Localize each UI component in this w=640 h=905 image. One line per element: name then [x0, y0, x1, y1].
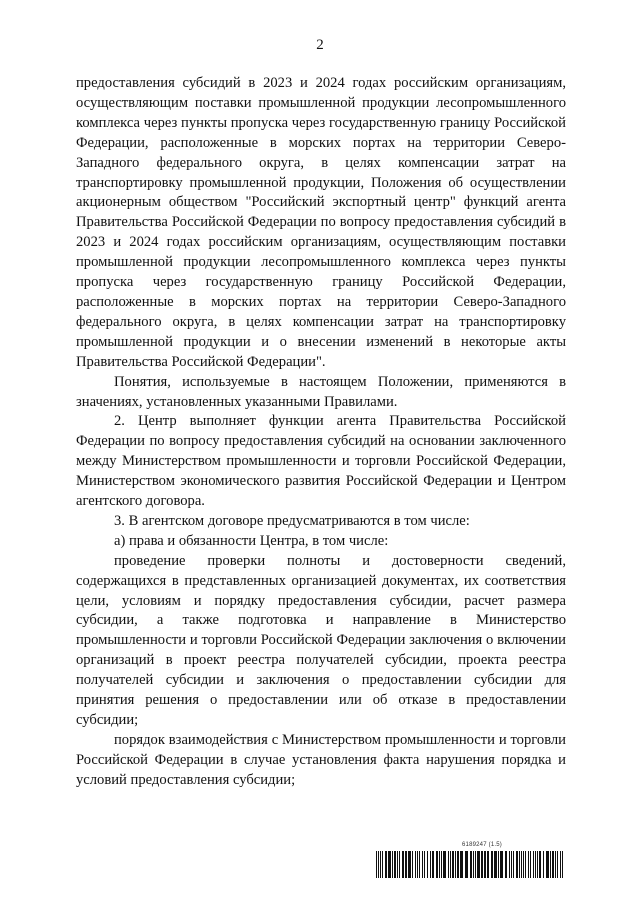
document-code: 6189247 (1.5)	[462, 842, 502, 848]
paragraph: 2. Центр выполняет функции агента Правительства Российской Федерации по вопросу предоставления субсидий на основании заключенного между Министерством промышленности и торговли Российской Федерации, Министерством экономического развития Российской Федерации и Центром агентского договора.	[76, 413, 566, 510]
document-body	[76, 74, 566, 791]
paragraph: порядок взаимодействия с Министерством промышленности и торговли Российской Федерации в случае установления факта нарушения порядка и условий предоставления субсидии;	[76, 731, 566, 788]
barcode-image	[376, 851, 566, 878]
paragraph: предоставления субсидий в 2023 и 2024 годах российским организациям, осуществляющим поставки промышленной продукции лесопромышленного комплекса через пункты пропуска через государственную границу Российской Федерации, расположенные в морских портах на территории Северо-Западного федерального округа, в целях компенсации затрат на транспортировку промышленной продукции, Положения об осуществлении акционерным обществом "Российский экспортный центр" функций агента Правительства Российской Федерации по вопросу предоставления субсидий в 2023 и 2024 годах российским организациям, осуществляющим поставки промышленной продукции лесопромышленного комплекса через пункты пропуска через государственную границу Российской Федерации, расположенные в морских портах на территории Северо-Западного федерального округа, в целях компенсации затрат на транспортировку промышленной продукции и о внесении изменений в некоторые акты Правительства Российской Федерации".	[76, 75, 566, 370]
page-number: 2	[316, 37, 324, 53]
paragraph: проведение проверки полноты и достоверности сведений, содержащихся в представленных организацией документах, их соответствия цели, условиям и порядку предоставления субсидии, расчет размера субсидии, а также подготовка и направление в Министерство промышленности и торговли Российской Федерации заключения о включении организаций в проект реестра получателей субсидии, проекта реестра получателей субсидии и заключения о предоставлении субсидии для принятия решения о предоставлении или об отказе в предоставлении субсидии;	[76, 552, 566, 728]
paragraph: а) права и обязанности Центра, в том числе:	[114, 532, 389, 549]
paragraph: Понятия, используемые в настоящем Положении, применяются в значениях, установленных указанными Правилами.	[76, 373, 566, 410]
paragraph: 3. В агентском договоре предусматриваются в том числе:	[114, 512, 470, 529]
